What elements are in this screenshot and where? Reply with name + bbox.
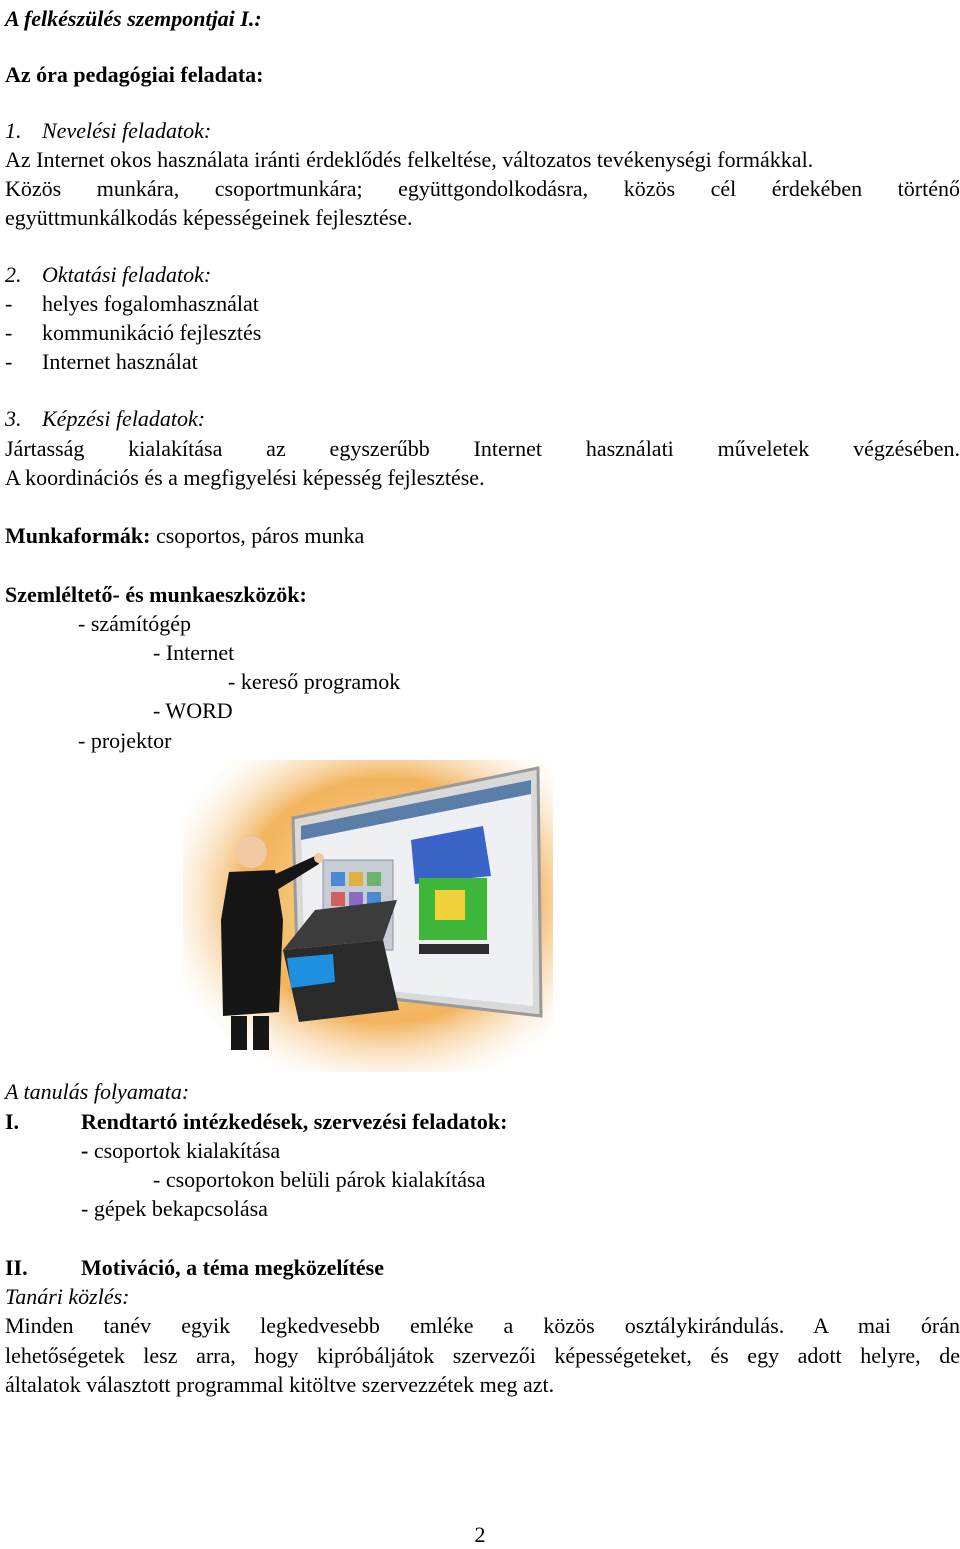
tool-item: - számítógép — [78, 611, 192, 636]
list-item: - Internet használat — [5, 349, 198, 374]
section3-heading: 3. Képzési feladatok: — [5, 406, 206, 431]
presenter-body — [221, 870, 283, 1016]
section3-line: Jártasság kialakítása az egyszerűbb Internet használati műveletek végzésében. — [5, 436, 960, 461]
page-number: 2 — [474, 1522, 486, 1547]
step1-item: - csoportokon belüli párok kialakítása — [153, 1167, 486, 1192]
logo-text-bar — [419, 944, 489, 954]
tools-label: Szemléltető- és munkaeszközök: — [5, 582, 307, 607]
section1-line: Az Internet okos használata iránti érdeklődés felkeltése, változatos tevékenységi formákkal. — [5, 147, 814, 172]
work-forms: Munkaformák: csoportos, páros munka — [5, 523, 365, 548]
tool-item: - kereső programok — [228, 669, 401, 694]
list-item: - helyes fogalomhasználat — [5, 291, 259, 316]
section1-line: együttmunkálkodás képességeinek fejlesztése. — [5, 205, 413, 230]
list-item: - kommunikáció fejlesztés — [5, 320, 262, 345]
monitor-screen — [287, 954, 335, 988]
tool-item: - Internet — [153, 640, 235, 665]
step1-item: - gépek bekapcsolása — [81, 1196, 268, 1221]
presentation-illustration — [183, 760, 553, 1072]
section1-line: Közös munkára, csoportmunkára; együttgondolkodásra, közös cél érdekében történő — [5, 176, 960, 201]
step2-heading: II. Motiváció, a téma megközelítése — [5, 1255, 384, 1280]
step2-line: Minden tanév egyik legkedvesebb emléke a közös osztálykirándulás. A mai órán — [5, 1313, 960, 1338]
pedagogical-title: Az óra pedagógiai feladata: — [5, 62, 264, 87]
step1-heading: I. Rendtartó intézkedések, szervezési feladatok: — [5, 1109, 508, 1134]
tool-item: - projektor — [78, 728, 172, 753]
logo-center — [435, 890, 465, 920]
presenter-head — [235, 836, 267, 868]
step2-line: lehetőségetek lesz arra, hogy kipróbáljátok szervezői képességeteket, és egy adott helyre, de — [5, 1343, 960, 1368]
section2-heading: 2. Oktatási feladatok: — [5, 262, 212, 287]
tool-item: - WORD — [153, 698, 233, 723]
step2-subtitle: Tanári közlés: — [5, 1284, 130, 1309]
page-heading: A felkészülés szempontjai I.: — [5, 6, 262, 31]
section3-line: A koordinációs és a megfigyelési képesség fejlesztése. — [5, 465, 485, 490]
step1-item: - csoportok kialakítása — [81, 1138, 281, 1163]
learning-process-title: A tanulás folyamata: — [5, 1079, 190, 1104]
step2-line: általatok választott programmal kitöltve szervezzétek meg azt. — [5, 1372, 555, 1397]
section1-heading: 1. Nevelési feladatok: — [5, 118, 212, 143]
